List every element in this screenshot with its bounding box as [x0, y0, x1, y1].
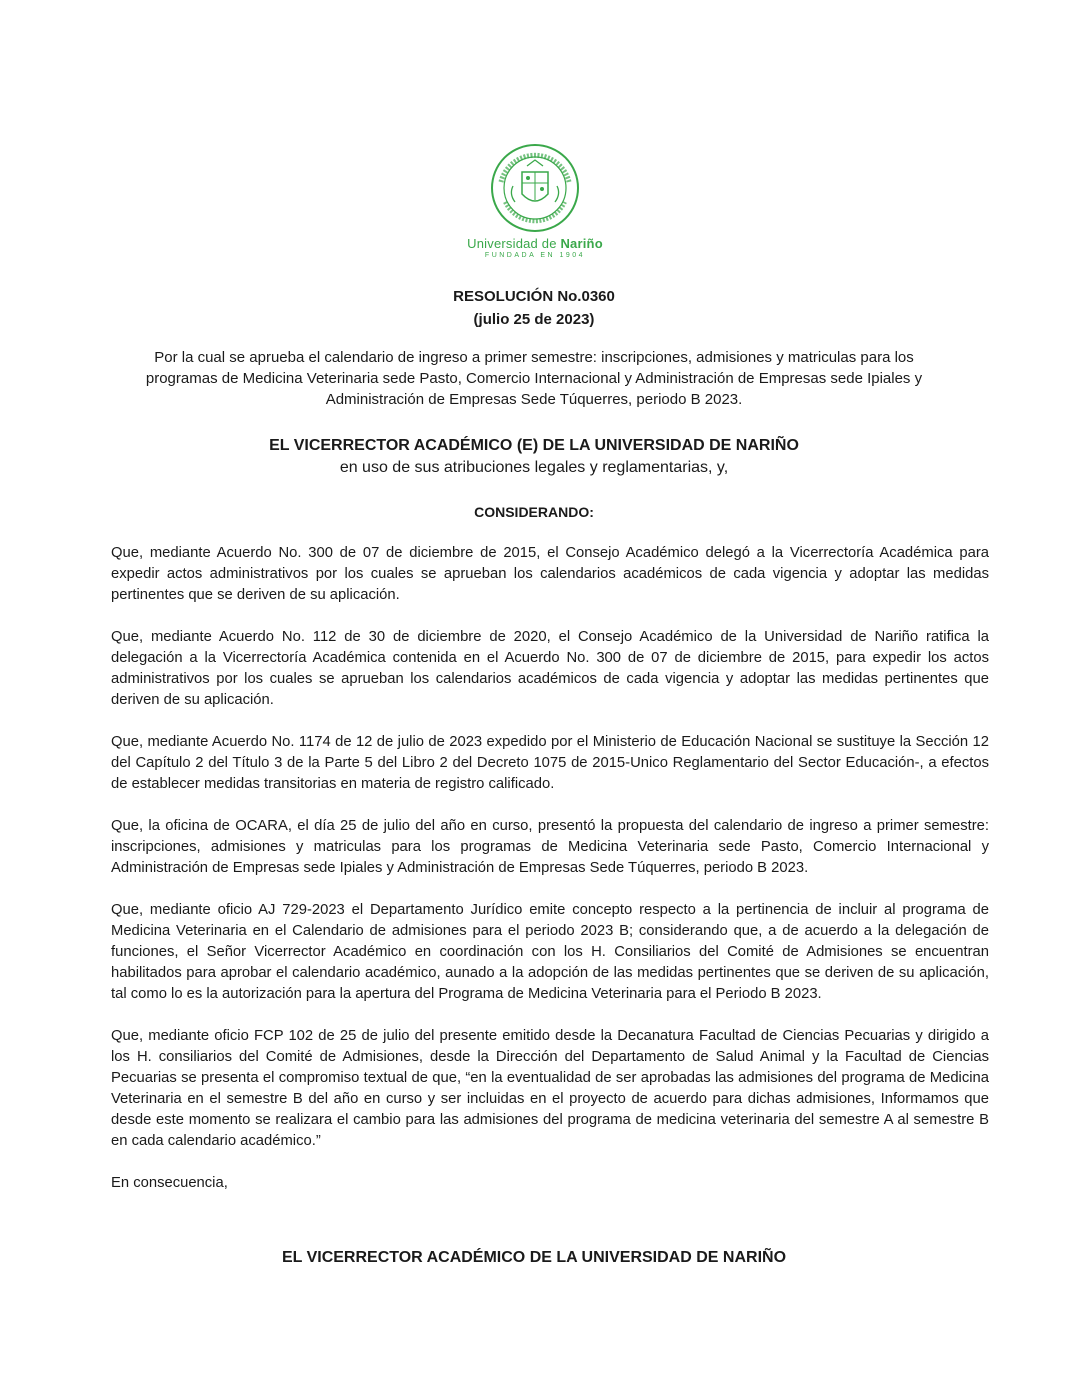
considerations-body [111, 543, 989, 1215]
authority-heading: EL VICERRECTOR ACADÉMICO (E) DE LA UNIVERSIDAD DE NARIÑO [269, 437, 799, 454]
resolution-intro: Por la cual se aprueba el calendario de ingreso a primer semestre: inscripciones, admisiones y matriculas para los programas de Medicina Veterinaria sede Pasto, Comercio Internacional y Administración de Empresas sede Ipiales y Administración de Empresas Sede Túquerres, periodo B 2023. [145, 349, 923, 408]
university-seal-icon [489, 142, 581, 234]
paragraph: Que, mediante oficio AJ 729-2023 el Departamento Jurídico emite concepto respecto a la pertinencia de incluir al programa de Medicina Veterinaria en el Calendario de admisiones para el periodo 2023 B; considerando que, a de acuerdo a la delegación de funciones, el Señor Vicerrector Académico en coordinación con los H. Consiliarios del Comité de Admisiones se encuentran habilitados para aprobar el calendario académico, aunado a la adopción de las medidas pertinentes que se deriven de su aplicación, tal como lo es la autorización para la apertura del Programa de Medicina Veterinaria para el Periodo B 2023. [111, 902, 989, 1002]
final-authority-heading: EL VICERRECTOR ACADÉMICO DE LA UNIVERSIDAD DE NARIÑO [281, 1249, 787, 1266]
paragraph-consequence: En consecuencia, [111, 1175, 228, 1191]
university-name: Universidad de Nariño [467, 236, 603, 251]
paragraph: Que, la oficina de OCARA, el día 25 de julio del año en curso, presentó la propuesta del calendario de ingreso a primer semestre: inscripciones, admisiones y matriculas para los programas de Medicina Veterinaria sede Pasto, Comercio Internacional y Administración de Empresas sede Ipiales y Administración de Empresas Sede Túquerres, periodo B 2023. [111, 818, 989, 876]
resolution-number: RESOLUCIÓN No.0360 [453, 288, 615, 305]
paragraph: Que, mediante Acuerdo No. 300 de 07 de diciembre de 2015, el Consejo Académico delegó a la Vicerrectoría Académica para expedir actos administrativos por los cuales se aprueban los calendarios académicos de cada vigencia y adoptar las medidas pertinentes que se deriven de su aplicación. [111, 545, 989, 603]
university-logo [460, 142, 610, 259]
resolution-date: (julio 25 de 2023) [473, 311, 595, 328]
university-tagline: FUNDADA EN 1904 [484, 252, 586, 259]
paragraph: Que, mediante Acuerdo No. 112 de 30 de diciembre de 2020, el Consejo Académico de la Universidad de Nariño ratifica la delegación a la Vicerrectoría Académica contenida en el Acuerdo No. 300 de 07 de diciembre de 2015, para expedir los actos administrativos por los cuales se aprueban los calendarios académicos de cada vigencia y adoptar las medidas pertinentes que deriven de su aplicación. [111, 629, 989, 708]
resolution-title [0, 285, 1068, 331]
paragraph: Que, mediante oficio FCP 102 de 25 de julio del presente emitido desde la Decanatura Facultad de Ciencias Pecuarias y dirigido a los H. consiliarios del Comité de Admisiones, desde la Dirección del Departamento de Salud Animal y la Facultad de Ciencias Pecuarias se presenta el compromiso textual de que, “en la eventualidad de ser aprobadas las admisiones del programa de Medicina Veterinaria en el semestre B del año en curso y ser incluidas en el proyecto de acuerdo para dichas admisiones, Informamos que desde este momento se realizara el cambio para las admisiones del programa de medicina veterinaria del semestre A al semestre B en cada calendario académico.” [111, 1028, 989, 1149]
considering-heading: CONSIDERANDO: [474, 504, 594, 520]
paragraph: Que, mediante Acuerdo No. 1174 de 12 de julio de 2023 expedido por el Ministerio de Educación Nacional se sustituye la Sección 12 del Capítulo 2 del Título 3 de la Parte 5 del Libro 2 del Decreto 1075 de 2015-Unico Reglamentario del Sector Educación-, a efectos de establecer medidas transitorias en materia de registro calificado. [111, 734, 989, 792]
authority-subheading: en uso de sus atribuciones legales y reglamentarias, y, [339, 459, 729, 476]
